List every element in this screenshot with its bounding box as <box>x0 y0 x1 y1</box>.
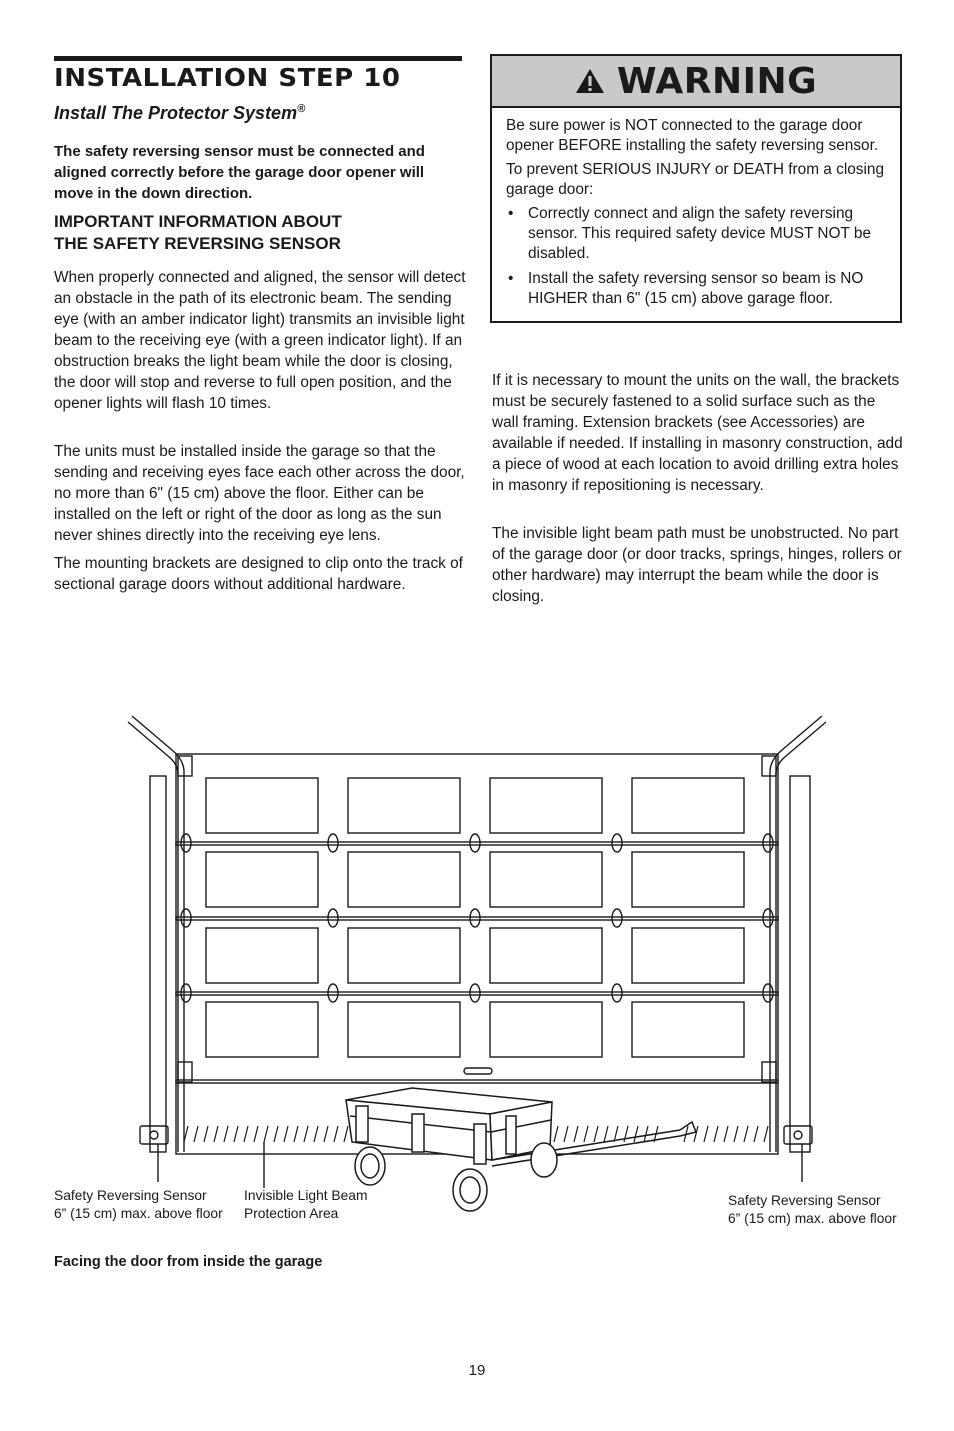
registered-mark: ® <box>297 103 306 115</box>
step-title-rule <box>54 56 462 61</box>
warning-list-item <box>506 269 890 309</box>
warning-text: Be sure power is NOT connected to the garage door opener BEFORE installing the safety reversing sensor. <box>506 117 879 154</box>
label-line: 6” (15 cm) max. above floor <box>54 1206 223 1221</box>
door-panel-seam <box>176 917 778 920</box>
warning-list-item <box>506 204 890 264</box>
warning-title: WARNING <box>616 60 818 102</box>
step-subtitle-text: Install The Protector System <box>54 103 298 123</box>
door-panel-seam <box>176 1080 778 1083</box>
left-sensor-label <box>54 1187 223 1223</box>
wagon-obstruction <box>346 1088 696 1211</box>
lead-paragraph: The safety reversing sensor must be connected and aligned correctly before the garage door opener will move in the down direction. <box>54 143 425 202</box>
right-sensor-label <box>728 1192 897 1228</box>
body-paragraph: The units must be installed inside the garage so that the sending and receiving eyes face each other across the door, no more than 6" (15 cm) above the floor. Either can be installed on the left or right of the door as long as the sun never shines directly into the receiving eye lens. <box>54 443 465 544</box>
diagram-caption: Facing the door from inside the garage <box>54 1254 323 1270</box>
page-number: 19 <box>468 1362 486 1379</box>
warning-header <box>492 56 900 108</box>
door-panel-seam <box>176 992 778 995</box>
door-handle <box>464 1068 492 1074</box>
section-heading-line: THE SAFETY REVERSING SENSOR <box>54 234 341 253</box>
section-heading-line: IMPORTANT INFORMATION ABOUT <box>54 212 342 231</box>
warning-body <box>506 116 890 314</box>
label-line: Invisible Light Beam <box>244 1188 368 1203</box>
warning-triangle-icon <box>575 67 605 95</box>
label-line: 6” (15 cm) max. above floor <box>728 1211 897 1226</box>
bullet: • <box>508 205 514 222</box>
body-paragraph: The mounting brackets are designed to clip onto the track of sectional garage doors without additional hardware. <box>54 555 463 593</box>
body-paragraph: The invisible light beam path must be unobstructed. No part of the garage door (or door tracks, springs, hinges, rollers or other hardware) may interrupt the beam while the door is closing. <box>492 525 902 605</box>
left-safety-sensor <box>140 1126 168 1182</box>
warning-list <box>506 204 890 309</box>
door-hinges <box>178 756 776 1082</box>
bullet: • <box>508 270 514 287</box>
step-title: INSTALLATION STEP 10 <box>54 63 401 92</box>
body-paragraph: When properly connected and aligned, the sensor will detect an obstacle in the path of its electronic beam. The sending eye (with an amber indicator light) transmits an invisible light beam to the receiving eye (with a green indicator light). If an obstruction breaks the light beam while the door is closing, the door will stop and reverse to full open position, and the opener lights will flash 10 times. <box>54 269 466 412</box>
label-line: Safety Reversing Sensor <box>54 1188 207 1203</box>
body-paragraph: If it is necessary to mount the units on the wall, the brackets must be securely fastened to a solid surface such as the wall framing. Extension brackets (see Accessories) are available if needed. If installing in masonry construction, add a piece of wood at each location to avoid drilling extra holes in masonry if repositioning is necessary. <box>492 372 903 494</box>
label-line: Protection Area <box>244 1206 339 1221</box>
warning-list-text: Install the safety reversing sensor so beam is NO HIGHER than 6" (15 cm) above garage floor. <box>528 270 864 307</box>
warning-list-text: Correctly connect and align the safety reversing sensor. This required safety device MUST NOT be disabled. <box>528 205 872 262</box>
garage-door-diagram <box>120 712 840 1212</box>
warning-text: To prevent SERIOUS INJURY or DEATH from a closing garage door: <box>506 161 885 198</box>
step-subtitle <box>54 103 305 124</box>
right-safety-sensor <box>784 1126 812 1182</box>
section-heading <box>54 211 454 255</box>
label-line: Safety Reversing Sensor <box>728 1193 881 1208</box>
door-panel-seam <box>176 842 778 845</box>
beam-area-label <box>244 1187 367 1223</box>
warning-box <box>490 54 902 323</box>
